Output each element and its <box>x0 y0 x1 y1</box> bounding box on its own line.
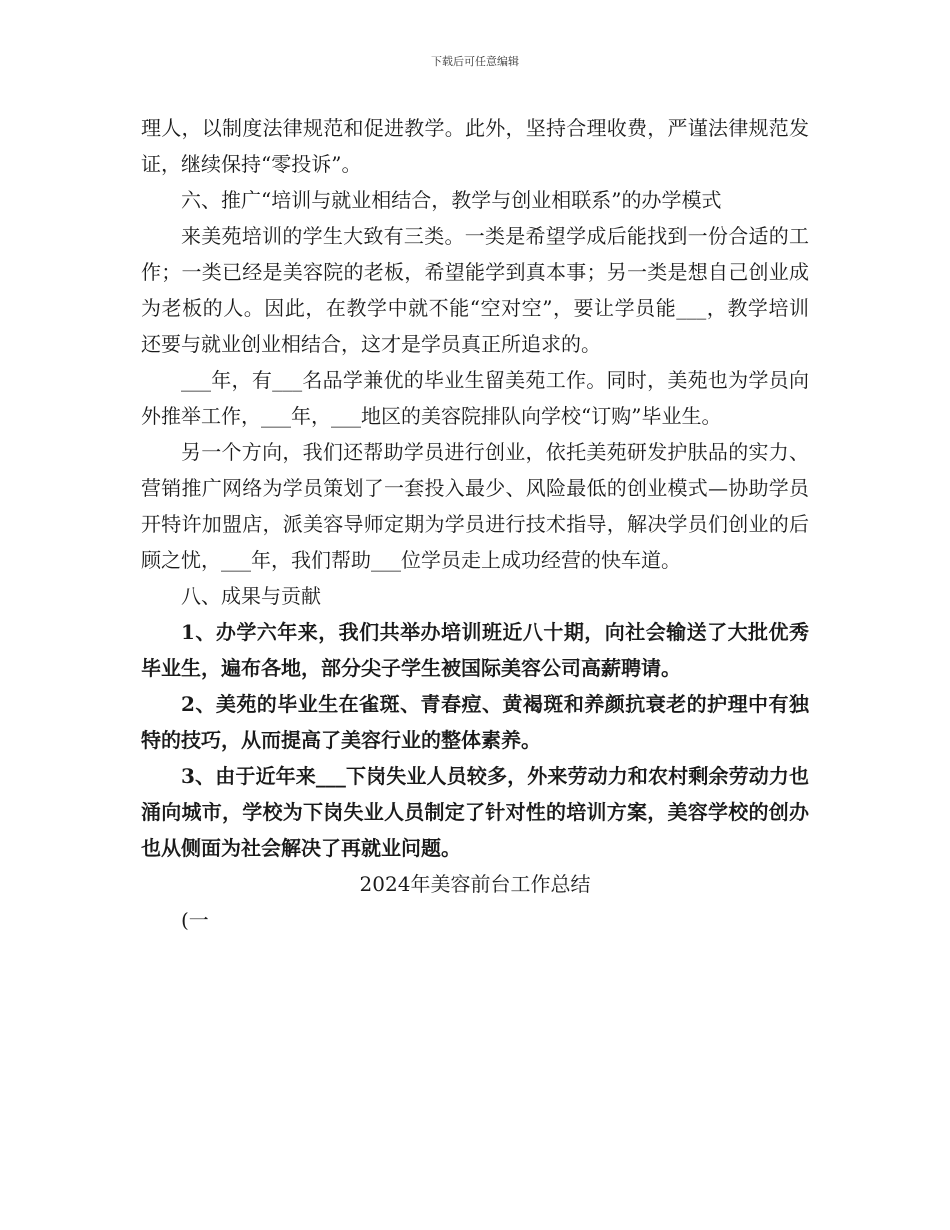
section-heading-six: 六、推广“培训与就业相结合，教学与创业相联系”的办学模式 <box>181 188 722 212</box>
achievement-item-1: 1、办学六年来，我们共举办培训班近八十期，向社会输送了大批优秀毕业生，遍布各地，部分尖子学生被国际美容公司高薪聘请。 <box>141 620 809 680</box>
document-body <box>141 110 809 938</box>
subsection-start: (一 <box>181 908 209 932</box>
document-title: 2024年美容前台工作总结 <box>359 872 591 896</box>
paragraph-student-types: 来美苑培训的学生大致有三类。一类是希望学成后能找到一份合适的工作；一类已经是美容院的老板，希望能学到真本事；另一类是想自己创业成为老板的人。因此，在教学中就不能“空对空”，要让学员能___，教学培训还要与就业创业相结合，这才是学员真正所追求的。 <box>141 224 809 356</box>
achievement-item-2: 2、美苑的毕业生在雀斑、青春痘、黄褐斑和养颜抗衰老的护理中有独特的技巧，从而提高了美容行业的整体素养。 <box>141 692 809 752</box>
page-header: 下载后可任意编辑 <box>431 55 519 68</box>
achievement-item-3: 3、由于近年来___下岗失业人员较多，外来劳动力和农村剩余劳动力也涌向城市，学校为下岗失业人员制定了针对性的培训方案，美容学校的创办也从侧面为社会解决了再就业问题。 <box>141 764 809 860</box>
paragraph-graduates: ___年，有___名品学兼优的毕业生留美苑工作。同时，美苑也为学员向外推举工作，___年，___地区的美容院排队向学校“订购”毕业生。 <box>141 368 809 428</box>
paragraph-entrepreneurship: 另一个方向，我们还帮助学员进行创业，依托美苑研发护肤品的实力、营销推广网络为学员策划了一套投入最少、风险最低的创业模式—协助学员开特许加盟店，派美容导师定期为学员进行技术指导，解决学员们创业的后顾之忧，___年，我们帮助___位学员走上成功经营的快车道。 <box>141 440 809 572</box>
section-heading-eight: 八、成果与贡献 <box>181 584 321 608</box>
paragraph-continuation: 理人，以制度法律规范和促进教学。此外，坚持合理收费，严谨法律规范发证，继续保持“零投诉”。 <box>141 116 809 176</box>
